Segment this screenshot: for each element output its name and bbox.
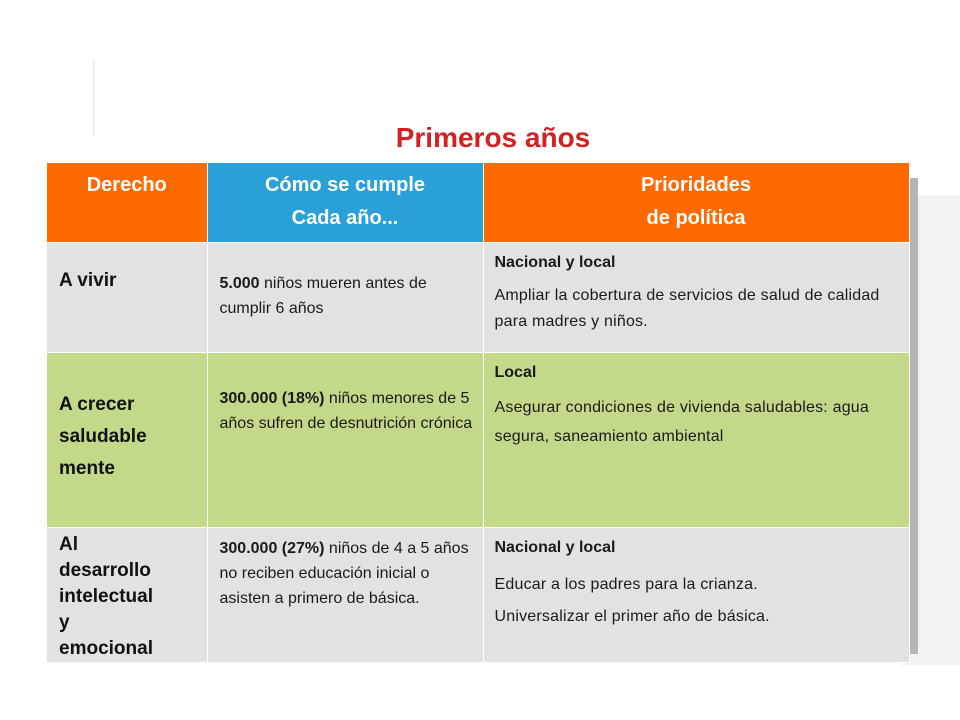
derecho-line: saludable — [59, 425, 147, 447]
rights-table — [47, 163, 910, 663]
derecho-line: desarrollo — [59, 559, 151, 581]
policy-text: Universalizar el primer año de básica. — [494, 607, 770, 625]
derecho-line: mente — [59, 457, 115, 479]
header-como-line2: Cada año... — [291, 207, 399, 229]
statistic-number: 300.000 (27%) — [219, 539, 325, 557]
prioridades-cell — [483, 527, 909, 662]
table-row — [47, 242, 909, 352]
statistic-number: 5.000 — [219, 274, 260, 292]
prioridades-cell — [483, 352, 909, 527]
prioridades-cell — [483, 242, 909, 352]
derecho-line: y — [59, 611, 70, 633]
como-cell — [207, 352, 483, 527]
header-derecho-label: Derecho — [86, 174, 167, 196]
policy-scope: Nacional y local — [494, 253, 616, 271]
derecho-line: A crecer — [59, 393, 135, 415]
derecho-line: emocional — [59, 637, 153, 659]
header-como-line1: Cómo se cumple — [264, 174, 426, 196]
derecho-cell — [47, 242, 207, 352]
policy-scope: Local — [494, 363, 537, 381]
header-prioridades — [483, 163, 909, 242]
policy-text: Ampliar la cobertura de servicios de salud de calidad para madres y niños. — [494, 286, 880, 330]
header-derecho — [47, 163, 207, 242]
policy-scope: Nacional y local — [494, 538, 616, 556]
table-row — [47, 352, 909, 527]
header-prioridades-line2: de política — [646, 207, 746, 229]
table-header-row — [47, 163, 909, 242]
como-cell — [207, 242, 483, 352]
como-cell — [207, 527, 483, 662]
derecho-line: A vivir — [59, 269, 117, 291]
statistic-text: niños menores de 5 años sufren de desnutrición crónica — [219, 389, 473, 432]
statistic-number: 300.000 (18%) — [219, 389, 325, 407]
derecho-line: intelectual — [59, 585, 153, 607]
derecho-line: Al — [59, 533, 78, 555]
derecho-cell — [47, 527, 207, 662]
header-como-se-cumple — [207, 163, 483, 242]
policy-text: Asegurar condiciones de vivienda saludables: agua segura, saneamiento ambiental — [494, 398, 869, 445]
policy-text: Educar a los padres para la crianza. — [494, 575, 758, 593]
table-row — [47, 527, 909, 662]
derecho-cell — [47, 352, 207, 527]
statistic-text: niños de 4 a 5 años no reciben educación inicial o asisten a primero de básica. — [219, 539, 469, 607]
header-prioridades-line1: Prioridades — [640, 174, 752, 196]
statistic-text: niños mueren antes de cumplir 6 años — [219, 274, 427, 317]
page-title: Primeros años — [395, 122, 591, 153]
